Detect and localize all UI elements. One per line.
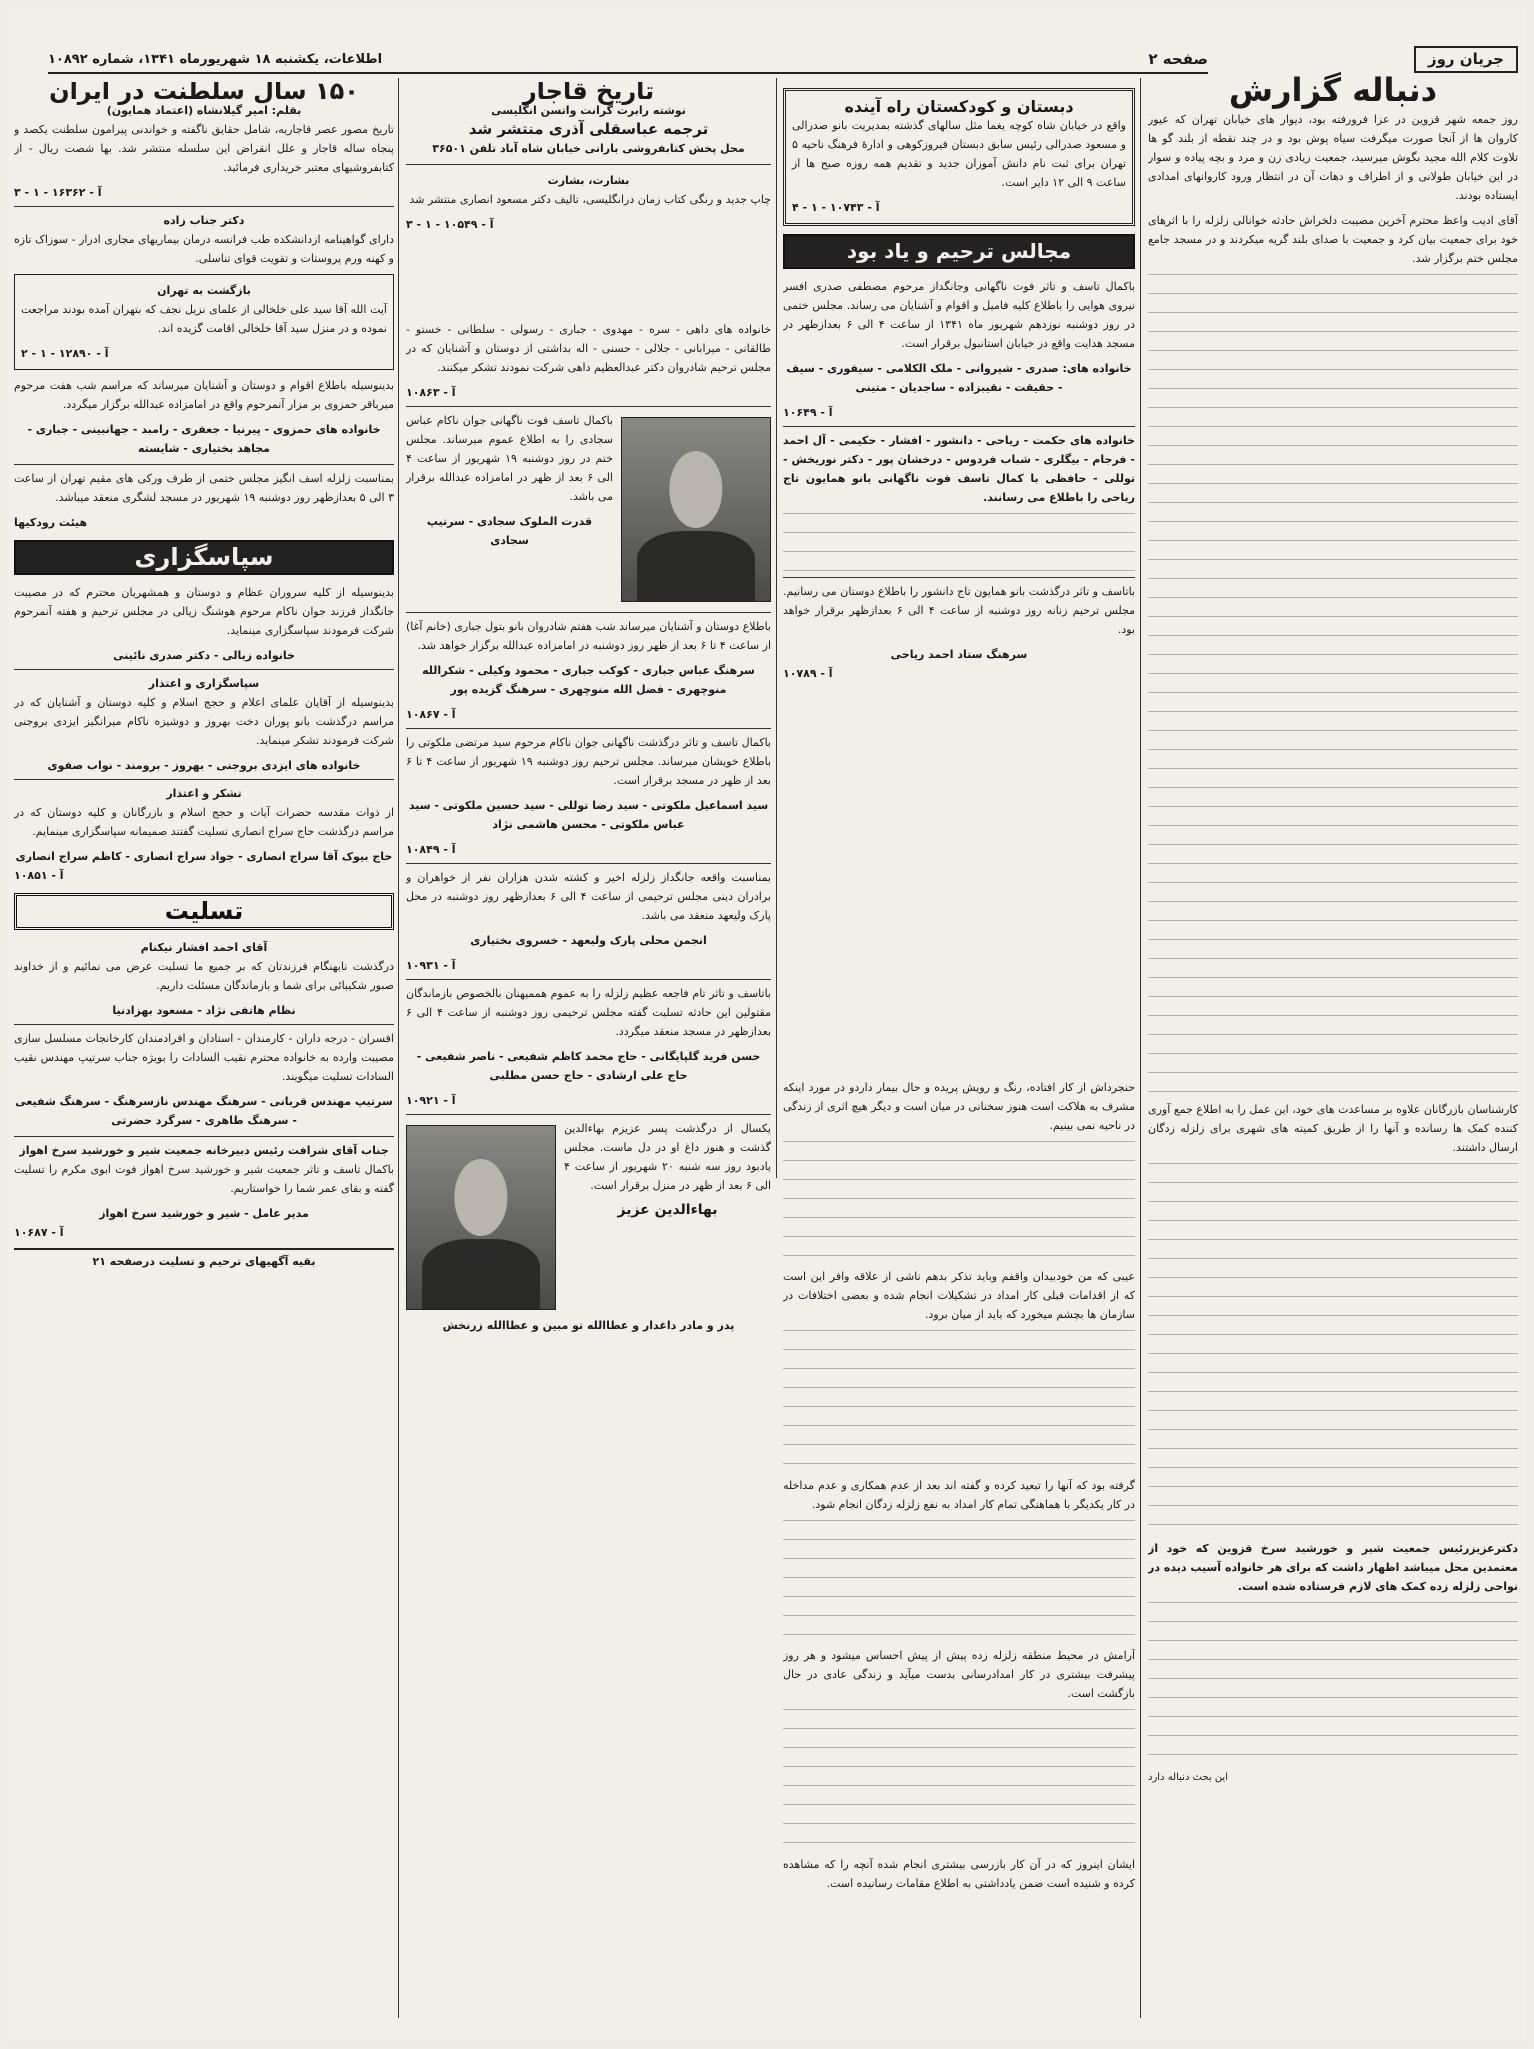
- return-text: آیت الله آقا سید علی خلخالی از علمای نزیل نجف که بتهران آمده بودند مراجعت نموده و در منزل سید آقا خلخالی اقامت گزیده اند.: [21, 303, 387, 335]
- notice-zanjan: بمناسبت زلزله اسف انگیز مجلس ختمی از طرف ورکی های مقیم تهران از ساعت ۳ الی ۵ بعدازظهر روز دوشنبه ۱۹ شهریور در مسجد لشگری منعقد میباشد.: [14, 472, 394, 504]
- notice-bazaar-code: آ - ۱۰۹۳۱: [406, 959, 456, 972]
- divider: [406, 728, 771, 729]
- notice-malakuti-sign: سید اسماعیل ملکوتی - سید رضا توللی - سید حسین ملکوتی - سید عباس ملکوتی - محسن هاشمی نژاد: [408, 799, 769, 831]
- notice-dahi-code: آ - ۱۰۸۶۳: [406, 386, 456, 399]
- condolence-naqib-sign: سرتیپ مهندس قربانی - سرهنگ مهندس نازسرهنگ - سرهنگ شفیعی - سرهنگ طاهری - سرگرد حضرتی: [15, 1095, 393, 1127]
- portrait-face: [669, 451, 722, 528]
- notice-aziz: یکسال از درگذشت پسر عزیزم بهاءالدین گذشت و هنوز داغ او در دل ماست. مجلس یادبود روز سه شنبه ۲۰ شهریور از ساعت ۴ الی ۶ بعد از ظهر در منزل برقرار است.: [564, 1122, 771, 1192]
- notice-batul-sign: سرهنگ عباس جباری - کوکب جباری - محمود وکیلی - شکرالله منوچهری - فضل الله منوچهری - سرهنگ گزیده پور: [422, 664, 755, 696]
- bashart-title: بشارت، بشارت: [547, 174, 630, 187]
- thanks-izadi: بدینوسیله از آقایان علمای اعلام و حجج اسلام و کلیه دوستان و آشنایان که در مراسم درگذشت بانو پوران دخت بهروز و دوشیزه ناکام میرانگیز ایزدی بروجنی شرکت فرمودند تشکر مینماید.: [14, 696, 394, 747]
- notice-bazaar-sign: انجمن محلی پارک ولیعهد - خسروی بختیاری: [470, 934, 707, 947]
- report-paragraph: آقای ادیب واعظ محترم آخرین مصیبت دلخراش حادثه خوانالی زلزله را با اثرهای خود برای جمعیت بیان کرد و جمعیت با صدای بلند گریه میکردند و در مسجد جامع مجلس ختم برگزار شد.: [1148, 214, 1518, 265]
- portrait-photo: [406, 1125, 556, 1310]
- book-ad: [406, 82, 771, 312]
- bashart-code: آ - ۱۰۵۴۹ - ۱ - ۳: [406, 218, 494, 231]
- filler-text-block: [1148, 1602, 1518, 1762]
- book-150-code: آ - ۱۶۳۶۲ - ۱ - ۳: [14, 186, 102, 199]
- filler-text-block: [1148, 1163, 1518, 1533]
- notice-batul: باطلاع دوستان و آشنایان میرساند شب هفتم شادروان بانو بتول جباری (خانم آغا) از ساعت ۴ تا ۶ بعد از ظهر روز دوشنبه در امامزاده عبدالله برگزار خواهد شد.: [406, 620, 771, 652]
- column-left: [14, 82, 394, 2042]
- portrait-suit: [637, 531, 755, 601]
- thanks-seraj-sign: حاج بیوک آقا سراج انصاری - جواد سراج انصاری - کاظم سراج انصاری: [15, 850, 393, 863]
- column-continuation: [783, 1078, 1135, 2008]
- column-rule: [1140, 78, 1141, 2018]
- column-report: [1148, 46, 1518, 1996]
- notice-golpaygani: باتاسف و تاثر تام فاجعه عظیم زلزله را به عموم هممیهنان بالخصوص بازماندگان مقتولین این حادثه تسلیت گفته مجلس ترحیمی روز دوشنبه از ساعت ۴ الی ۶ بعدازظهر در مسجد منعقد میگردد.: [406, 987, 771, 1038]
- book-title: تاریخ قاجار: [522, 82, 655, 105]
- portrait-photo: [621, 417, 771, 602]
- school-ad-title: دبستان و کودکستان راه آینده: [844, 97, 1074, 116]
- divider: [406, 863, 771, 864]
- report-title: دنباله گزارش: [1228, 71, 1438, 109]
- filler-text-block: [783, 1709, 1135, 1849]
- notice-aziz-block: [406, 1119, 771, 1316]
- divider: [14, 464, 394, 465]
- doctor-title: دکتر جناب زاده: [163, 214, 245, 227]
- school-ad-text: واقع در خیابان شاه کوچه یغما مثل سالهای گذشته بمدیریت بانو صدرالی و مسعود صدرالی رئیس سابق دبستان فیروزکوهی و ادارهٔ فرهنگ ناحیه ۵ تهران برای ثبت نام دانش آموزان جدید و تقدیم همه روزه صبح ها از ساعت ۹ الی ۱۲ دایر است.: [792, 119, 1126, 189]
- thanks-izadi-title: سپاسگزاری و اعتذار: [148, 677, 260, 690]
- divider: [406, 612, 771, 613]
- book-subtitle: نوشته رابرت گرانت واتسن انگلیسی: [491, 104, 686, 117]
- notice-golpaygani-code: آ - ۱۰۹۲۱: [406, 1094, 456, 1107]
- divider: [14, 669, 394, 670]
- continuation-paragraph: عیبی که من خودبیدان واقفم وباید تذکر بدهم ناشی از علاقه وافر این است که از اقدامات قبلی کار امداد در تشکیلات انجام شده و بعضی اختلافات در سازمان ها بچشم میخورد که باید از میان برود.: [783, 1270, 1135, 1321]
- return-code: آ - ۱۲۸۹۰ - ۱ - ۲: [21, 347, 109, 360]
- notice-dahi: خانواده های داهی - سره - مهدوی - جباری - رسولی - سلطانی - خستو - طالقانی - میرابانی - جلالی - حسنی - اله بداشتی از دوستان و آشنایان که در مجلس ترحیم شادروان دکتر عبدالعظیم داهی شرکت نمودند تشکر میکنند.: [406, 323, 771, 374]
- book-150-intro: تاریخ مصور عصر قاجاریه، شامل حقایق ناگفته و خواندنی پیرامون سلطنت یکصد و پنجاه ساله قاجار و علل انقراض این سلسله منتشر شد. بها شصت ریال - از کتابفروشیهای معتبر خریداری فرمائید.: [14, 123, 394, 174]
- column-rule: [776, 78, 777, 1178]
- notice-batul-code: آ - ۱۰۸۶۷: [406, 708, 456, 721]
- filler-text-block: [1148, 274, 1518, 1094]
- book-150-title: ۱۵۰ سال سلطنت در ایران: [49, 82, 359, 105]
- divider: [406, 406, 771, 407]
- school-ad: [783, 88, 1135, 226]
- divider: [14, 1136, 394, 1137]
- report-paragraph: کارشناسان بازرگانان علاوه بر مساعدت های خود، این عمل را به اطلاع جمع آوری کننده کمک ها رسانده و آنها را از طریق کمیته های شهری برای زلزله زدگان ارسال داشتند.: [1148, 1103, 1518, 1154]
- divider: [406, 979, 771, 980]
- thanks-izadi-sign: خانواده های ایزدی بروجنی - بهروز - برومند - نواب صفوی: [47, 759, 361, 772]
- divider: [783, 577, 1135, 578]
- continued-note: بقیه آگهیهای ترحیم و تسلیت درصفحه ۲۱: [92, 1255, 316, 1268]
- school-ad-code: آ - ۱۰۷۴۳ - ۱ - ۴: [792, 201, 880, 214]
- issue-line: اطلاعات، یکشنبه ۱۸ شهریورماه ۱۳۴۱، شماره ۱۰۸۹۲: [48, 51, 383, 67]
- condolence-afshar: درگذشت نابهنگام فرزندتان که بر جمیع ما تسلیت عرض می نمائیم و از خداوند صبور شکیبائی برای شما و بازماندگان مسئلت داریم.: [14, 960, 394, 992]
- report-kicker: جریان روز: [1414, 46, 1518, 73]
- notice-riahi: خانواده های حکمت - ریاحی - دانشور - افشار - حکیمی - آل احمد - فرجام - بیگلری - شباب فردوس - درخشان پور - دکتر نوریخش - توللی - حافظی با کمال تاسف فوت ناگهانی بانو همایون تاج ریاحی را باطلاع می رسانند.: [783, 434, 1135, 504]
- return-ad: [14, 274, 394, 370]
- continuation-paragraph: آرامش در محیط منطقه زلزله زده پیش از پیش احساس میشود و هر روز پیشرفت بیشتری در کار امدادرسانی بدست میآید و زندگی عادی در حال بازگشت است.: [783, 1649, 1135, 1700]
- divider: [406, 1114, 771, 1115]
- thanks-seraj-code: آ - ۱۰۸۵۱: [14, 869, 64, 882]
- thanks-zeyali-sign: خانواده زیالی - دکتر صدری نائینی: [113, 649, 295, 662]
- notice-sadri-code: آ - ۱۰۶۴۹: [783, 406, 833, 419]
- book-translator: ترجمه عباسقلی آذری منتشر شد: [468, 120, 709, 138]
- column-notices-b: [406, 320, 771, 2040]
- notice-hamzavi: بدینوسیله باطلاع اقوام و دوستان و آشنایان میرساند که مراسم شب هفت مرحوم میرباقر حمزوی بر مزار آنمرحوم واقع در امامزاده عبدالله برگزار میگردد.: [14, 379, 394, 411]
- report-footer-note: این بحث دنباله دارد: [1148, 1772, 1228, 1783]
- notice-malakuti-code: آ - ۱۰۸۴۹: [406, 843, 456, 856]
- thanks-zeyali: بدینوسیله از کلیه سروران عظام و دوستان و همشهریان محترم که در مصیبت جانگداز فرزند جوان ناکام مرحوم هوشنگ زیالی در مجلس ترحیم و هفته آنمرحوم شرکت فرمودند سپاسگزاری مینماید.: [14, 586, 394, 637]
- notice-aziz-name: بهاءالدین عزیز: [617, 1202, 718, 1218]
- doctor-text: دارای گواهینامه ازدانشکده طب فرانسه درمان بیماریهای مجاری ادرار - سوزاک تازه و کهنه ورم پروستات و تقویت قوای تناسلی.: [14, 233, 394, 265]
- filler-text-block: [783, 1330, 1135, 1470]
- filler-text-block: [783, 513, 1135, 573]
- divider: [14, 779, 394, 780]
- portrait-face: [454, 1159, 507, 1236]
- condolence-sharafat-code: آ - ۱۰۶۸۷: [14, 1226, 64, 1239]
- newspaper-page: [8, 8, 1526, 2041]
- divider: [14, 1024, 394, 1025]
- notice-aziz-sign: پدر و مادر داغدار و عطاالله تو مبین و عطاالله زرنخش: [442, 1319, 735, 1332]
- divider: [14, 1248, 394, 1250]
- column-notices-a: [783, 82, 1135, 1142]
- notice-sadri: باکمال تاسف و تاثر فوت ناگهانی وجانگداز مرحوم مصطفی صدری افسر نیروی هوایی را باطلاع کلیه فامیل و اقوام و آشنایان می رساند. مجلس ختمی در روز دوشنبه نوزدهم شهریور ماه ۱۳۴۱ از ساعت ۴ الی ۶ بعدازظهر در مسجد هدایت واقع در خیابان استانبول برقرار است.: [783, 280, 1135, 350]
- filler-text-block: [783, 1520, 1135, 1640]
- notice-sajadi: باکمال تاسف فوت ناگهانی جوان ناکام عباس سجادی را به اطلاع عموم میرساند. مجلس ختم در روز دوشنبه ۱۹ شهریور از ساعت ۴ الی ۶ بعد از ظهر در امامزاده عبدالله برقرار می باشد.: [406, 414, 613, 503]
- notice-malakuti: باکمال تاسف و تاثر درگذشت ناگهانی جوان ناکام مرحوم سید مرتضی ملکوتی را باطلاع خویشان میرساند. مجلس ترحیم روز دوشنبه ۱۹ شهریور از ساعت ۴ تا ۶ بعد از ظهر در مسجد برقرار است.: [406, 736, 771, 787]
- notice-hamzavi-families: خانواده های حمزوی - پیرنیا - جعفری - رامبد - جهانبینی - جباری - مجاهد بختیاری - شایسته: [27, 423, 381, 455]
- page-header: [48, 46, 1208, 74]
- condolence-banner: تسلیت: [14, 893, 394, 930]
- memorial-banner: مجالس ترحیم و یاد بود: [783, 234, 1135, 269]
- thanks-banner: سپاسگزاری: [14, 540, 394, 575]
- condolence-afshar-title: آقای احمد افشار نیکنام: [140, 941, 268, 954]
- notice-bazaar: بمناسبت واقعه جانگداز زلزله اخیر و کشته شدن هزاران نفر از خواهران و برادران دینی مجلس ترحیمی از ساعت ۴ الی ۶ بعدازظهر روز دوشنبه در محل پارک ولیعهد منعقد می باشد.: [406, 871, 771, 922]
- divider: [14, 206, 394, 207]
- continuation-paragraph: گرفته بود که آنها را تبعید کرده و گفته اند بعد از عدم همکاری و عدم مداخله در کار یکدیگر با هماهنگی تمام کار امداد به نفع زلزله زدگان انجام شود.: [783, 1479, 1135, 1511]
- notice-sadri-families: خانواده های: صدری - شیروانی - ملک الکلامی - سیفوری - سیف - حقیقت - نقیبزاده - ساجدیان - متینی: [786, 362, 1132, 394]
- notice-daneshvar-sign: سرهنگ ستاد احمد ریاحی: [890, 648, 1028, 661]
- notice-daneshvar-code: آ - ۱۰۷۸۹: [783, 667, 833, 680]
- page-number: صفحه ۲: [1148, 50, 1208, 68]
- column-rule: [398, 78, 399, 2018]
- condolence-naqib: افسران - درجه داران - کارمندان - استادان و افرادمندان کارخانجات مسلسل سازی مصیبت وارده به خانواده محترم نقیب السادات را بویژه جناب سرتیپ مهندس نقیب السادات تسلیت میگویند.: [14, 1032, 394, 1083]
- divider: [783, 426, 1135, 427]
- condolence-sharafat-title: جناب آقای شرافت رئیس دبیرخانه جمعیت شیر و خورشید سرخ اهواز: [19, 1144, 389, 1157]
- continuation-paragraph: حنجرداش از کار افتاده، رنگ و رویش پریده و حال بیمار داردو در مورد اینکه مشرف به هلاکت است هنوز سخنانی در میان است و دیگر هیچ اثری از زندگی در ناحیه نمی بینیم.: [783, 1081, 1135, 1132]
- filler-text-block: [783, 1141, 1135, 1261]
- portrait-suit: [422, 1239, 540, 1309]
- notice-golpaygani-sign: حسن فرید گلپایگانی - حاج محمد کاظم شفیعی - ناصر شفیعی - حاج علی ارشادی - حاج حسن مطلبی: [416, 1050, 761, 1082]
- condolence-sharafat: باکمال تاسف و تاثر جمعیت شیر و خورشید سرخ اهواز فوت ابوی مکرم را تسلیت گفته و بقای عمر شما را خواستاریم.: [14, 1163, 394, 1195]
- report-paragraph: روز جمعه شهر قزوین در عزا فرورفته بود، دیوار های خیابان تهران که عیور کاروان ها از آنجا صورت میگرفت سیاه پوش بود و در چند نقطه از بلند گو ها تلاوت کلام الله مجید بگوش میرسید، جمعیت زیادی زن و مرد و بچه پیاده و سوار در این خیابان طولانی و از اطراف و دهات آن در انتظار ورود کاروانهای امدادی ایستاده بودند.: [1148, 113, 1518, 202]
- notice-daneshvar: باتاسف و تاثر درگذشت بانو همایون تاج دانشور را باطلاع دوستان می رسانیم. مجلس ترحیم زنانه روز دوشنبه از ساعت ۴ الی ۶ بعدازظهر برقرار خواهد بود.: [783, 585, 1135, 636]
- notice-sajadi-block: [406, 411, 771, 608]
- continuation-paragraph: ایشان اینروز که در آن کار بازرسی بیشتری انجام شده آنچه را که مشاهده کرده و شنیده است ضمن یادداشتی به اطلاع مقامات رسانیده است.: [783, 1858, 1135, 1890]
- bashart-text: چاپ جدید و رنگی کتاب زمان درانگلیسی، تالیف دکتر مسعود انصاری منتشر شد: [409, 193, 771, 206]
- thanks-seraj: از ذوات مقدسه حضرات آیات و حجج اسلام و بازرگانان و کلیه دوستان که در مراسم درگذشت حاج سراج انصاری تسلیت گفتند صمیمانه سپاسگزاری مینمایم.: [14, 806, 394, 838]
- condolence-sharafat-sign: مدیر عامل - شیر و خورشید سرخ اهواز: [99, 1207, 309, 1220]
- condolence-afshar-sign: نظام هاتفی نژاد - مسعود بهزادنیا: [112, 1004, 296, 1017]
- book-150-author: بقلم: امیر گیلانشاه (اعتماد همایون): [106, 104, 302, 117]
- return-title: بازگشت به تهران: [157, 284, 251, 297]
- notice-zanjan-sign: هیئت رودکیها: [14, 516, 88, 529]
- notice-sajadi-sign: قدرت الملوک سجادی - سرتیپ سجادی: [426, 515, 593, 547]
- thanks-seraj-title: تشکر و اعتذار: [166, 787, 242, 800]
- divider: [406, 164, 771, 165]
- report-paragraph: دکترعزیزرئیس جمعیت شیر و خورشید سرخ قزوین که خود از معتمدین محل میباشد اظهار داشت که برای هر خانواده آسیب دیده در نواحی زلزله زده کمک های لازم فرستاده شده است.: [1148, 1542, 1518, 1593]
- book-distributor: محل پخش کتابفروشی بارانی خیابان شاه آباد تلفن ۳۶۵۰۱: [432, 142, 745, 155]
